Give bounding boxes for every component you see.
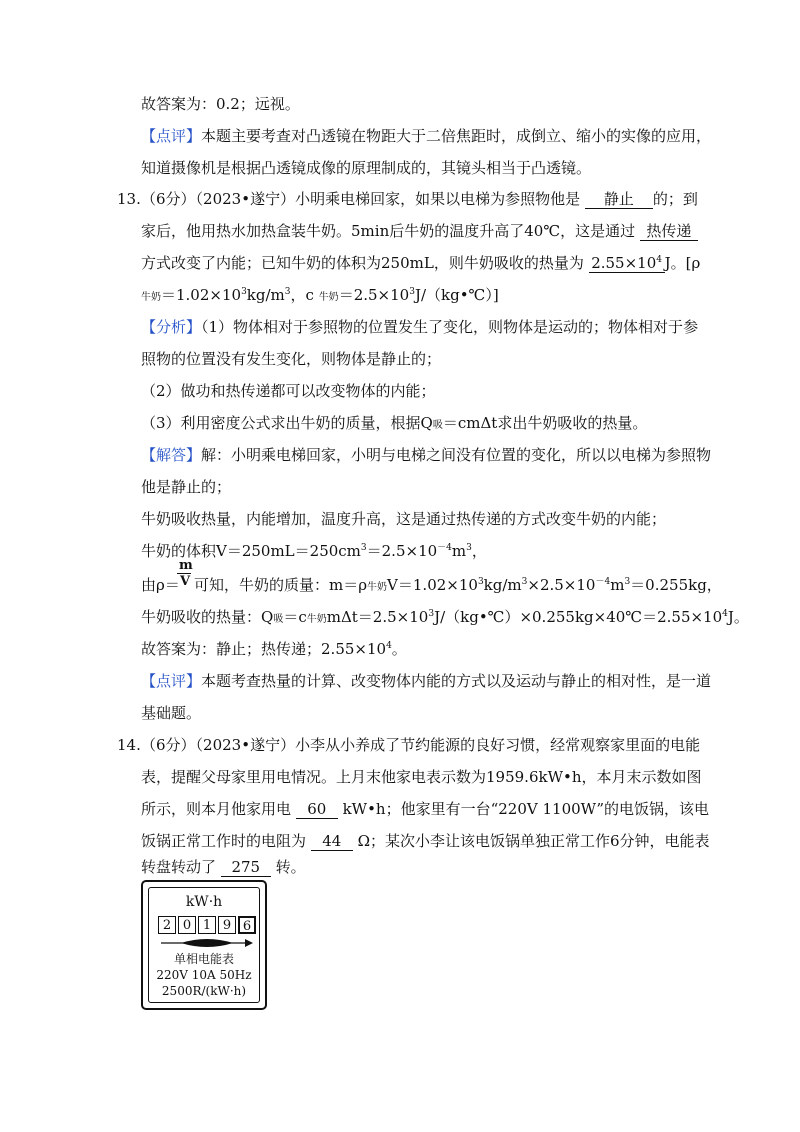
solution-text: V＝1.02×10	[387, 576, 478, 594]
solution-text: m	[451, 542, 467, 560]
subscript: 牛奶	[318, 292, 339, 303]
superscript: 3	[241, 287, 247, 297]
q14-blank-1: 60	[296, 801, 338, 819]
comment-tag: 【点评】	[141, 127, 202, 145]
q13-text: 家后，他用热水加热盒装牛奶。5min后牛奶的温度升高了40℃，这是通过	[141, 222, 636, 240]
solution-text: ＝2.5×10	[366, 542, 438, 560]
q13-blank-1: 静止	[585, 191, 653, 209]
q14-line-4	[141, 831, 710, 851]
q14-text: 转盘转动了	[141, 858, 217, 876]
blank-exponent: 4	[656, 255, 662, 265]
q13-number: 13.	[117, 190, 141, 208]
solution-line-6	[141, 607, 749, 630]
meter-digit: 9	[218, 916, 236, 934]
superscript: 3	[521, 577, 528, 587]
previous-comment-line-1	[141, 126, 711, 146]
solution-text: 牛奶的体积V＝250mL＝250cm	[141, 542, 361, 560]
meter-digit: 0	[178, 916, 196, 934]
solution-line-3: 牛奶吸收热量，内能增加，温度升高，这是通过热传递的方式改变牛奶的内能；	[141, 510, 667, 528]
superscript: 4	[386, 641, 392, 651]
solution-text: ×2.5×10	[527, 576, 596, 594]
subscript: 吸	[273, 614, 284, 625]
electricity-meter-figure	[141, 880, 267, 1010]
q13-comment-line-1	[141, 671, 711, 691]
q14-text: kW•h；他家里有一台“220V 1100W”的电饭锅，该电	[342, 800, 710, 818]
q13-comment-line-2: 基础题。	[141, 704, 202, 722]
solution-text: ，	[471, 542, 487, 560]
q13-text: J。[ρ	[664, 254, 701, 272]
q13-line-2	[141, 221, 698, 241]
q14-text: 所示，则本月他家用电	[141, 800, 292, 818]
comment-tag: 【点评】	[141, 672, 202, 690]
q14-line-3	[141, 799, 709, 819]
q13-line-1	[141, 189, 698, 209]
solution-text: 可知，牛奶的质量：m＝ρ	[194, 576, 368, 594]
solution-text: ＝0.255kg，	[630, 576, 722, 594]
solution-text: mΔt＝2.5×10	[326, 608, 429, 626]
q14-blank-3: 275	[221, 859, 271, 877]
subscript: 牛奶	[367, 582, 388, 593]
superscript: 3	[428, 609, 435, 619]
meter-panel	[148, 887, 260, 1003]
q13-line-3	[141, 253, 700, 273]
comment-text: 本题考查热量的计算、改变物体内能的方式以及运动与静止的相对性，是一道	[201, 672, 712, 690]
q14-blank-2: 44	[311, 833, 353, 851]
superscript: 3	[409, 287, 415, 297]
meter-spec-revolutions: 2500R/(kW·h)	[161, 984, 247, 998]
comment-text: 本题主要考查对凸透镜在物距大于二倍焦距时，成倒立、缩小的实像的应用，	[201, 127, 712, 145]
analysis-line-2: 照物的位置没有发生变化，则物体是静止的；	[141, 350, 442, 368]
solution-line-5a: 由ρ＝	[141, 576, 180, 594]
solution-text: 解：小明乘电梯回家，小明与电梯之间没有位置的变化，所以以电梯为参照物	[201, 446, 712, 464]
meter-digit-decimal: 6	[238, 916, 256, 934]
superscript: 4	[722, 609, 728, 619]
subscript: 吸	[432, 420, 443, 431]
solution-text: 。	[391, 640, 407, 658]
q14-text: 饭锅正常工作时的电阻为	[141, 832, 307, 850]
superscript: 3	[477, 577, 484, 587]
analysis-line-3: （2）做功和热传递都可以改变物体的内能；	[141, 382, 436, 400]
analysis-line-1	[141, 317, 698, 337]
fraction-numerator: m	[179, 558, 193, 573]
superscript: 3	[466, 543, 472, 553]
q13-text: （6分）（2023•遂宁）小明乘电梯回家，如果以电梯为参照物他是	[141, 190, 581, 208]
analysis-text: （1）物体相对于参照物的位置发生了变化，则物体是运动的；物体相对于参	[201, 318, 699, 336]
q13-text: J/（kg•℃）]	[414, 286, 499, 304]
subscript: 牛奶	[141, 292, 161, 303]
analysis-text: ＝cmΔt求出牛奶吸收的热量。	[442, 414, 648, 432]
fraction-denominator: V	[180, 574, 191, 589]
solution-text: 牛奶吸收的热量：Q	[141, 608, 274, 626]
solution-line-2: 他是静止的；	[141, 478, 232, 496]
q13-text: ＝1.02×10	[161, 286, 242, 304]
q14-text: Ω；某次小李让该电饭锅单独正常工作6分钟，电能表	[357, 832, 710, 850]
q13-line-4	[141, 285, 499, 308]
q14-line-5	[141, 857, 306, 877]
solution-text: m	[610, 576, 625, 594]
previous-comment-line-2: 知道摄像机是根据凸透镜成像的原理制成的，其镜头相当于凸透镜。	[141, 159, 592, 177]
solution-text: 故答案为：静止；热传递；2.55×10	[141, 640, 387, 658]
meter-digit: 1	[198, 916, 216, 934]
superscript: 3	[360, 543, 367, 553]
q13-blank-2: 热传递	[640, 223, 698, 241]
q14-line-2: 表，提醒父母家里用电情况。上月末他家电表示数为1959.6kW•h，本月末示数如图	[141, 768, 702, 786]
solution-line-7	[141, 639, 407, 659]
q14-number: 14.	[117, 736, 141, 754]
q13-text: ＝2.5×10	[338, 286, 410, 304]
solution-text: J。	[727, 608, 749, 626]
rotation-arrow-icon	[159, 936, 255, 950]
q13-text: 方式改变了内能；已知牛奶的体积为250mL，则牛奶吸收的热量为	[141, 254, 584, 272]
meter-digit: 2	[158, 916, 176, 934]
solution-text: J/（kg•℃）×0.255kg×40℃＝2.55×10	[434, 608, 723, 626]
q13-text: kg/m	[246, 286, 285, 304]
analysis-tag: 【分析】	[141, 318, 202, 336]
q13-blank-3	[589, 255, 665, 273]
previous-answer: 故答案为：0.2；远视。	[141, 95, 300, 113]
solution-text: ＝c	[283, 608, 307, 626]
analysis-text: （3）利用密度公式求出牛奶的质量，根据Q	[141, 414, 433, 432]
superscript: 3	[624, 577, 631, 587]
q14-text: 转。	[275, 858, 306, 876]
meter-spec-voltage: 220V 10A 50Hz	[156, 968, 252, 982]
meter-unit: kW·h	[185, 894, 223, 910]
q13-text: 的；到	[652, 190, 698, 208]
superscript: 3	[284, 287, 291, 297]
superscript: －4	[437, 543, 452, 553]
solution-text: kg/m	[483, 576, 522, 594]
solution-line-1	[141, 445, 711, 465]
subscript: 牛奶	[306, 614, 327, 625]
blank-value: 2.55×10	[591, 254, 657, 272]
q13-text: ，c	[290, 286, 314, 304]
solution-line-5	[194, 575, 722, 598]
meter-label: 单相电能表	[173, 952, 234, 966]
meter-digits	[158, 916, 258, 934]
solution-tag: 【解答】	[141, 446, 202, 464]
superscript: －4	[595, 577, 611, 587]
q14-line-1: （6分）（2023•遂宁）小李从小养成了节约能源的良好习惯，经常观察家里面的电能	[141, 736, 701, 754]
analysis-line-4	[141, 413, 647, 436]
